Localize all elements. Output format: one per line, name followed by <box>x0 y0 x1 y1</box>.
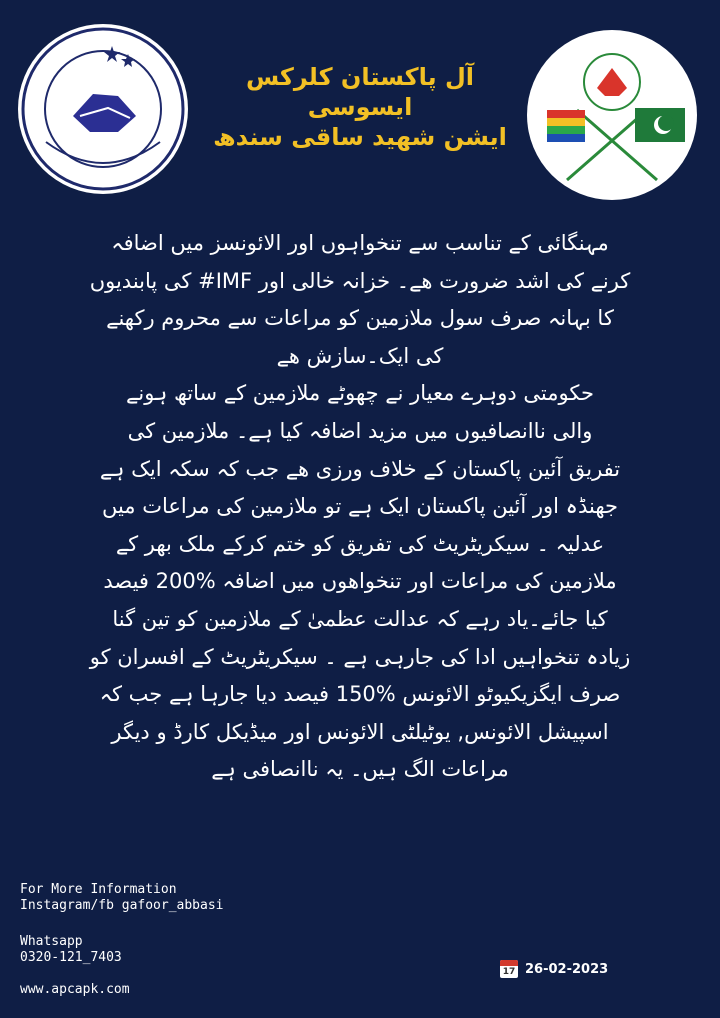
statement-line: ملازمین کی مراعات اور تنخواھوں میں اضافہ %200 فیصد <box>103 569 617 594</box>
whatsapp-contact <box>20 934 122 966</box>
whatsapp-label: Whatsapp <box>20 934 83 949</box>
info-title: For More Information <box>20 882 177 897</box>
title-line-1: آل پاکستان کلرکس ایسوسی <box>245 63 475 121</box>
instagram-handle: Instagram/fb gafoor_abbasi <box>20 898 224 913</box>
statement-line: اسپیشل الائونس, یوٹیلٹی الائونس اور میڈیکل کارڈ و دیگر <box>111 719 609 744</box>
statement-line: کیا جائے۔یاد رہے کہ عدالت عظمیٰ کے ملازمین کو تین گنا <box>112 606 608 631</box>
statement-line: صرف ایگزیکیوٹو الائونس %150 فیصد دیا جارہا ہے جب کہ <box>99 682 621 707</box>
flags-seal-icon <box>527 30 697 200</box>
date-text: 26-02-2023 <box>525 961 609 977</box>
left-association-logo <box>18 24 188 194</box>
post-date <box>500 960 608 978</box>
statement-line: کا بہانہ صرف سول ملازمین کو مراعات سے محروم رکھنے <box>106 306 614 331</box>
calendar-day: 17 <box>502 967 516 977</box>
statement-line: زیادہ تنخواہیں ادا کی جارہی ہے ۔ سیکریٹریٹ کے افسران کو <box>89 644 631 669</box>
website-url: www.apcapk.com <box>20 982 130 997</box>
statement-line: عدلیہ ۔ سیکریٹریٹ کی تفریق کو ختم کرکے ملک بھر کے <box>115 531 605 556</box>
association-title <box>190 62 530 152</box>
statement-line: مہنگائی کے تناسب سے تنخواہوں اور الائونسز میں اضافہ <box>111 231 609 255</box>
statement-text <box>32 225 688 789</box>
handshake-seal-icon <box>18 24 188 194</box>
statement-line: مراعات الگ ہیں۔ یہ ناانصافی ہے <box>211 757 509 782</box>
statement-line: کرنے کی اشد ضرورت ھے۔ خزانہ خالی اور IMF# کی پابندیوں <box>89 268 631 293</box>
whatsapp-number: 0320-121_7403 <box>20 950 122 965</box>
statement-line: والی ناانصافیوں میں مزید اضافہ کیا ہے۔ ملازمین کی <box>127 418 593 443</box>
statement-line: کی ایک۔سازش ھے <box>276 343 444 368</box>
right-association-logo <box>527 30 697 200</box>
calendar-icon <box>500 960 518 978</box>
statement-line: حکومتی دوہرے معیار نے چھوٹے ملازمین کے ساتھ ہونے <box>126 381 594 406</box>
statement-line: تفریق آئین پاکستان کے خلاف ورزی ھے جب کہ سکہ ایک ہے <box>99 456 621 481</box>
contact-info <box>20 882 224 914</box>
title-line-2: ایشن شھید ساقی سندھ <box>213 123 507 151</box>
statement-line: جھنڈہ اور آئین پاکستان ایک ہے تو ملازمین کی مراعات میں <box>101 494 619 519</box>
